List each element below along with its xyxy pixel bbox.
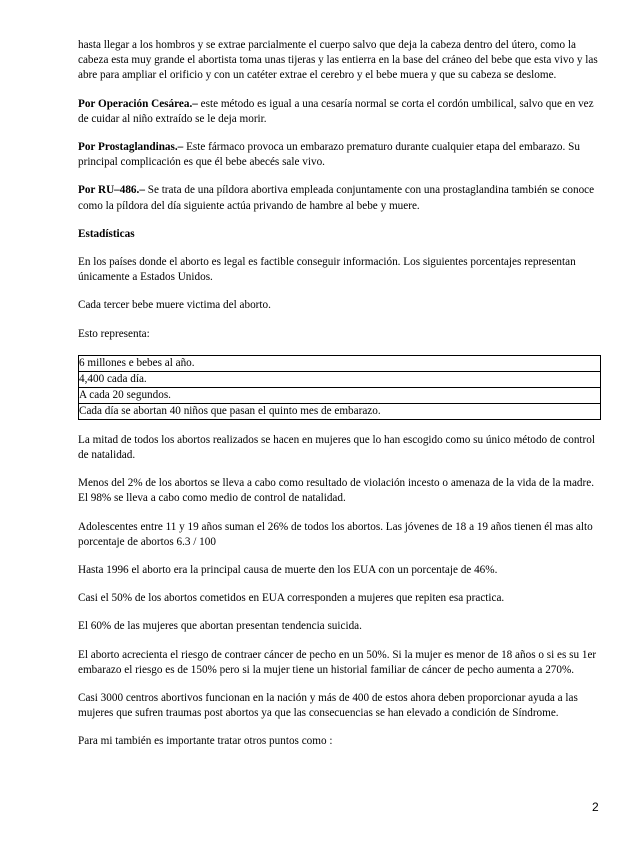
section-heading: Estadísticas (78, 227, 135, 240)
body-paragraph: Casi el 50% de los abortos cometidos en EUA corresponden a mujeres que repiten esa practica. (78, 592, 505, 605)
body-paragraph: Hasta 1996 el aborto era la principal causa de muerte den los EUA con un porcentaje de 46%. (78, 564, 498, 577)
method-prostaglandinas (78, 140, 601, 170)
method-cesarea (78, 97, 601, 127)
stats-intro: En los países donde el aborto es legal es factible conseguir información. Los siguientes porcentajes representan únicamente a Estados Unidos. (78, 256, 576, 284)
table-row (79, 355, 601, 371)
body-paragraph: La mitad de todos los abortos realizados se hacen en mujeres que lo han escogido como su único método de control de natalidad. (78, 433, 595, 462)
body-paragraph: El aborto acrecienta el riesgo de contraer cáncer de pecho en un 50%. Si la mujer es menor de 18 años o si es su 1er embarazo el riesgo es de 150% pero si la mujer tiene un historial familiar de cáncer de pecho aumenta a 270%. (78, 648, 597, 676)
body-paragraph: El 60% de las mujeres que abortan presentan tendencia suicida. (78, 620, 362, 633)
method-text: Se trata de una píldora abortiva empleada conjuntamente con una prostaglandina también se conoce como la píldora del día siguiente actúa privando de hambre al bebe y muere. (78, 184, 595, 212)
body-paragraph: Menos del 2% de los abortos se lleva a cabo como resultado de violación incesto o amenaza de la vida de la madre. El 98% se lleva a cabo como medio de control de natalidad. (78, 477, 594, 505)
stats-table (78, 355, 601, 420)
page-number: 2 (592, 800, 599, 814)
table-cell: 4,400 cada día. (79, 371, 601, 387)
table-row (79, 403, 601, 419)
method-term: Por Prostaglandinas.– (78, 141, 184, 154)
table-cell: 6 millones e bebes al año. (79, 355, 601, 371)
method-term: Por Operación Cesárea.– (78, 97, 198, 110)
method-text: este método es igual a una cesaría normal se corta el cordón umbilical, salvo que en vez de cuidar al niño extraído se le deja morir. (78, 97, 594, 125)
table-cell: A cada 20 segundos. (79, 387, 601, 403)
body-paragraph: Para mi también es importante tratar otros puntos como : (78, 735, 333, 748)
table-cell: Cada día se abortan 40 niños que pasan el quinto mes de embarazo. (79, 403, 601, 419)
method-ru486 (78, 183, 601, 213)
intro-paragraph: hasta llegar a los hombros y se extrae parcialmente el cuerpo salvo que deja la cabeza dentro del útero, como la cabeza esta muy grande el abortista toma unas tijeras y las entierra en la base del cráneo del bebe que esta vivo y las abre para ampliar el orificio y con un catéter extrae el cerebro y el bebe muera y que su cabeza se deslome. (78, 39, 598, 82)
table-row (79, 371, 601, 387)
body-paragraph: Adolescentes entre 11 y 19 años suman el 26% de todos los abortos. Las jóvenes de 18 a 19 años tienen él mas alto porcentaje de abortos 6.3 / 100 (78, 520, 593, 548)
represents-label: Esto representa: (78, 327, 150, 340)
body-paragraph: Casi 3000 centros abortivos funcionan en la nación y más de 400 de estos ahora deben proporcionar ayuda a las mujeres que sufren traumas post abortos ya que las consecuencias se han elevado a condición de Síndrome. (78, 692, 578, 720)
third-baby-statement: Cada tercer bebe muere victima del aborto. (78, 299, 271, 312)
method-text: Este fármaco provoca un embarazo prematuro durante cualquier etapa del embarazo. Su principal complicación es que él bebe abecés sale vivo. (78, 141, 580, 169)
method-term: Por RU–486.– (78, 184, 145, 197)
document-page (78, 38, 601, 763)
table-row (79, 387, 601, 403)
